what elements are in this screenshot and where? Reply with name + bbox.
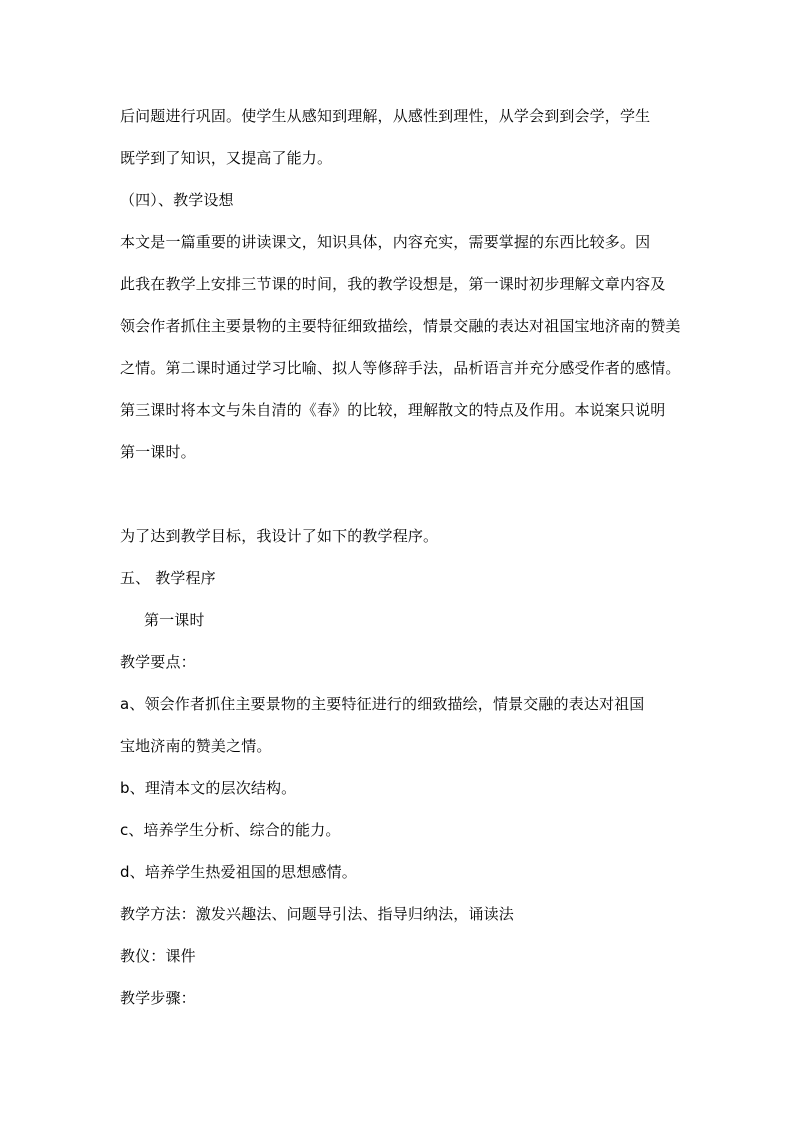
paragraph-line: 为了达到教学目标，我设计了如下的教学程序。 [120, 527, 439, 545]
paragraph-line: 教学要点： [120, 653, 196, 671]
paragraph-line: 领会作者抓住主要景物的主要特征细致描绘，情景交融的表达对祖国宝地济南的赞美 [120, 317, 681, 335]
paragraph-line: 后问题进行巩固。使学生从感知到理解，从感性到理性，从学会到到会学，学生 [120, 107, 651, 125]
paragraph-line: 第一课时。 [120, 443, 196, 461]
paragraph-line: 此我在教学上安排三节课的时间，我的教学设想是，第一课时初步理解文章内容及 [120, 275, 666, 293]
list-item: c、培养学生分析、综合的能力。 [120, 821, 341, 839]
list-item: a、领会作者抓住主要景物的主要特征进行的细致描绘，情景交融的表达对祖国 [120, 695, 645, 713]
paragraph-line: 教仪：课件 [120, 947, 196, 965]
paragraph-line: 既学到了知识，又提高了能力。 [120, 149, 333, 167]
paragraph-line: 之情。第二课时通过学习比喻、拟人等修辞手法，品析语言并充分感受作者的感情。 [120, 359, 681, 377]
section-heading: （四）、教学设想 [120, 191, 234, 209]
list-item-continued: 宝地济南的赞美之情。 [120, 737, 272, 755]
list-item: d、培养学生热爱祖国的思想感情。 [120, 863, 357, 881]
section-heading: 五、 教学程序 [120, 569, 216, 587]
paragraph-line: 教学方法：激发兴趣法、问题导引法、指导归纳法，诵读法 [120, 905, 514, 923]
paragraph-line: 第三课时将本文与朱自清的《春》的比较，理解散文的特点及作用。本说案只说明 [120, 401, 666, 419]
paragraph-line: 本文是一篇重要的讲读课文，知识具体，内容充实，需要掌握的东西比较多。因 [120, 233, 651, 251]
subheading: 第一课时 [144, 611, 205, 629]
paragraph-line: 教学步骤： [120, 989, 196, 1007]
list-item: b、理清本文的层次结构。 [120, 779, 297, 797]
